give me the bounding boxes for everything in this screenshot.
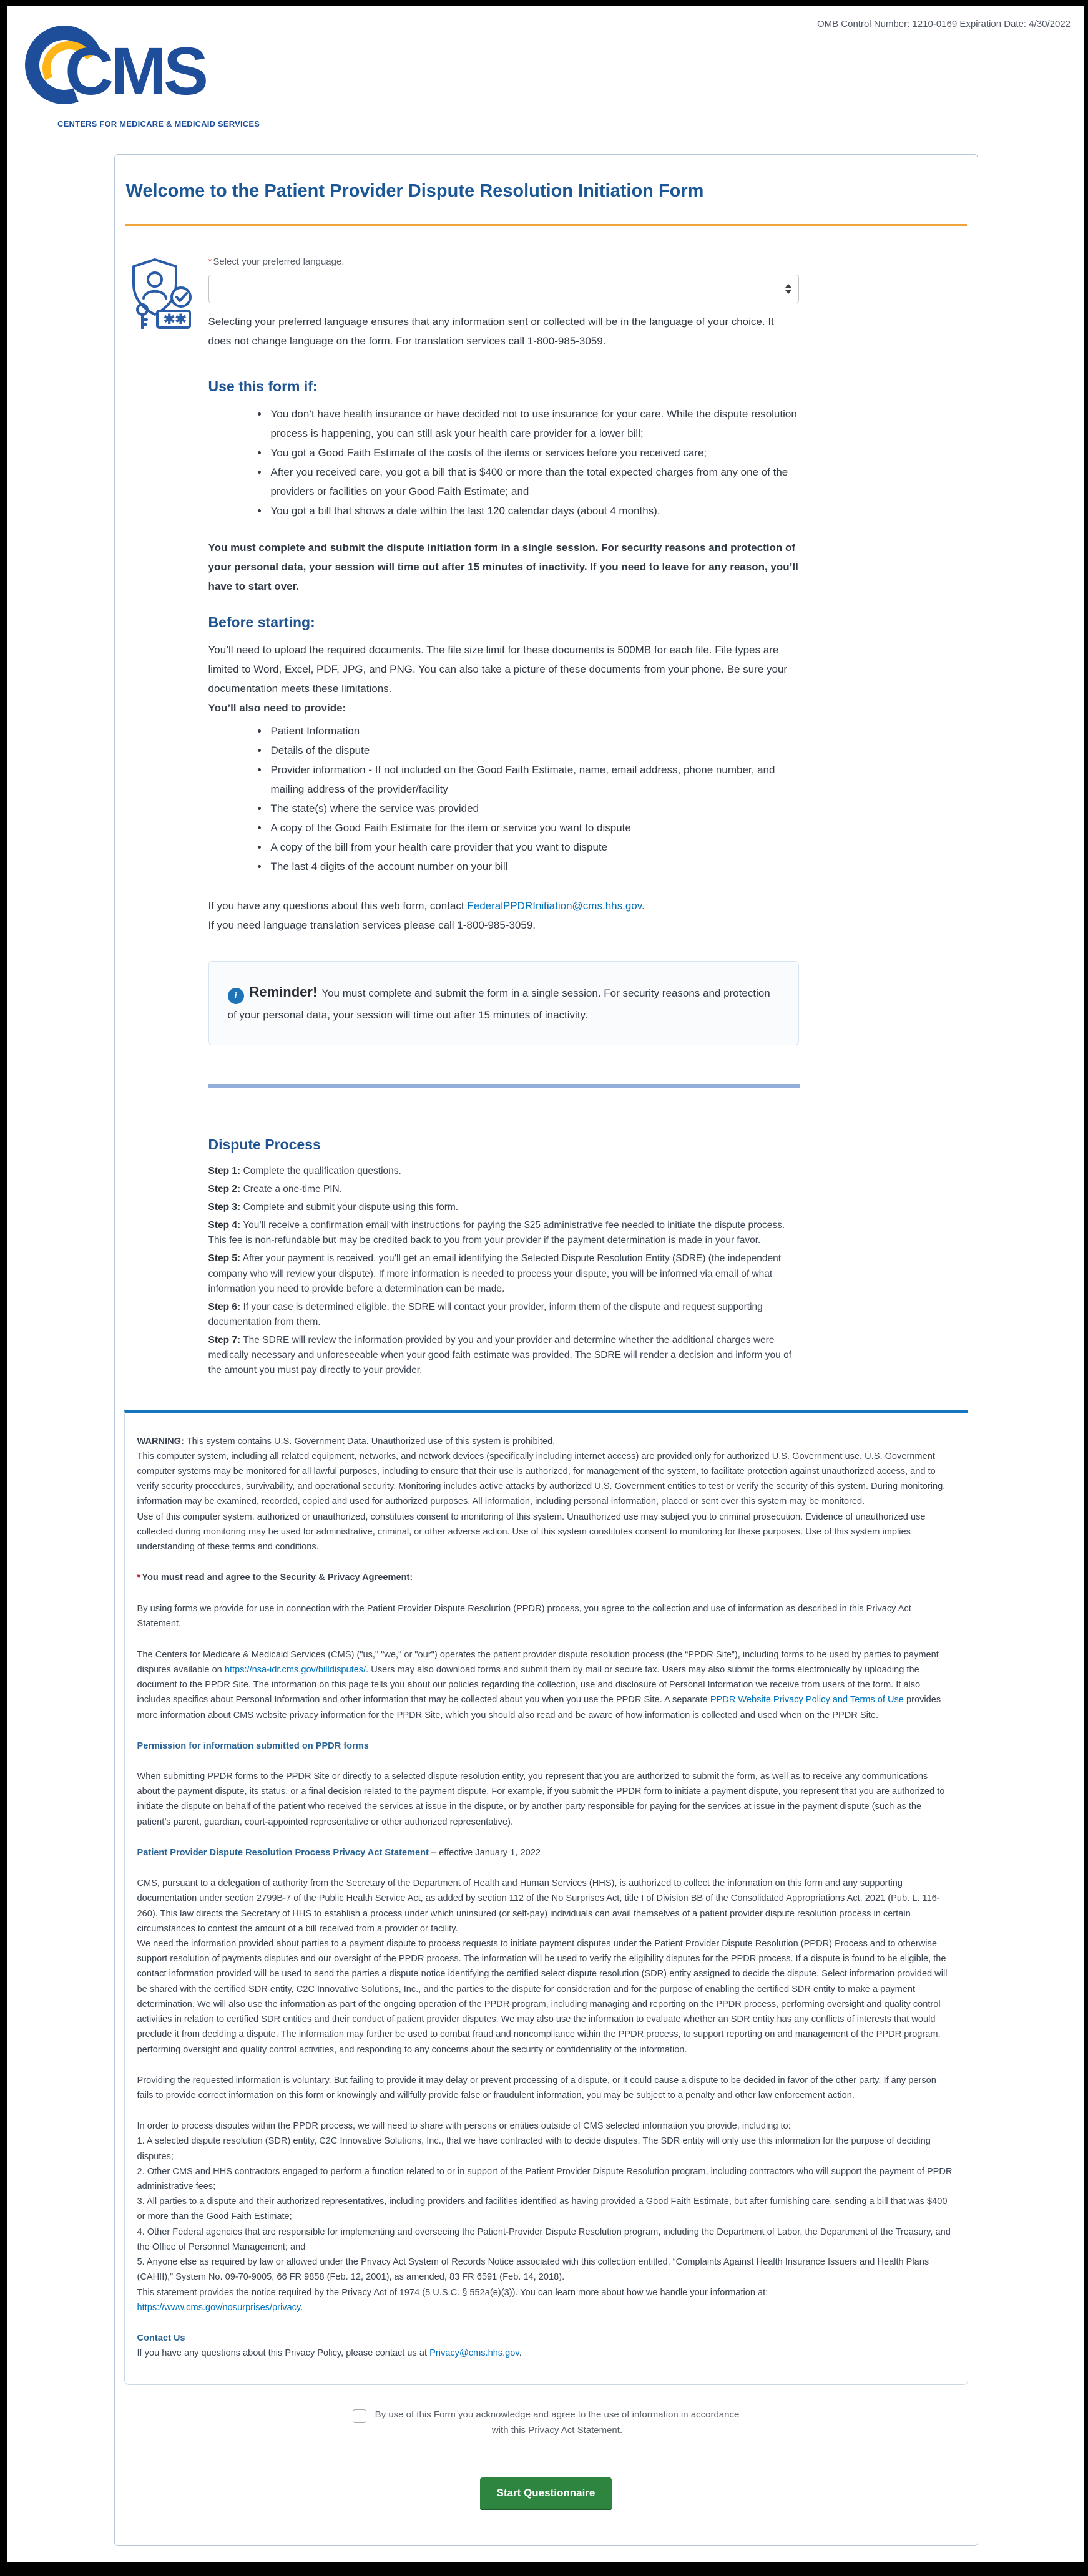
reminder-callout	[208, 961, 799, 1045]
contact-email-link[interactable]: FederalPPDRInitiation@cms.hhs.gov	[467, 899, 642, 912]
monitoring-text: This computer system, including all related equipment, networks, and network devices (specifically including internet access) are provided only for authorized U.S. Government use. U.S. Government computer systems may be monitored for all lawful purposes, including to ensure that their use is authorized, for management of the system, to facilitate protection against unauthorized access, and to verify security procedures, survivability, and operational security. Monitoring includes active attacks by authorized U.S. Government entities to test or verify the security of this system. During monitoring, information may be examined, recorded, copied and used for authorized purposes. All information, including personal information, placed or sent over this system may be monitored.	[137, 1451, 946, 1507]
privacy-intro-text: By using forms we provide for use in connection with the Patient Provider Dispute Resolution (PPDR) process, you agree to the collection and use of information as described in this Privacy Act Statement.	[137, 1604, 911, 1629]
before-starting-heading: Before starting:	[208, 614, 315, 631]
list-item: • A copy of the bill from your health care provider that you want to dispute	[268, 838, 799, 857]
sharing-item: 4. Other Federal agencies that are responsible for implementing and overseeing the Patient-Provider Dispute Resolution program, including the Department of Labor, the Department of the Treasury, and the Office of Personnel Management; and	[137, 2227, 951, 2252]
dispute-step: Step 4: You’ll receive a confirmation email with instructions for paying the $25 administrative fee needed to initiate the dispute process. This fee is non-refundable but may be credited back to you from your provider if the payment determination is made in your favor.	[208, 1220, 785, 1246]
ppdr-site-text: The Centers for Medicare & Medicaid Services (CMS) ("us," "we," or "our") operates the patient provider dispute resolution process (the “PPDR Site”), including forms to be used by parties to payment disputes available on https://nsa-idr.cms.gov/billdisputes/. Users may also download forms and submit them by mail or secure fax. Users may also submit the forms electronically by uploading the document to the PPDR Site. The information on this page tells you about our policies regarding the collection, use and disclosure of Personal Information we receive from users of the form. It also includes specifics about Personal Information and other information that may be collected about you when you use the PPDR Site. A separate PPDR Website Privacy Policy and Terms of Use provides more information about CMS website privacy information for the PPDR Site, which you should also read and be aware of how information is collected and used when on the PPDR Site.	[137, 1649, 941, 1720]
dispute-steps	[208, 1164, 799, 1377]
dispute-process-heading: Dispute Process	[208, 1136, 321, 1153]
dispute-step: Step 5: After your payment is received, you’ll get an email identifying the Selected Dispute Resolution Entity (SDRE) (the independent company who will review your dispute). If more information is needed to process your dispute, you will be informed via email of what information you need to provide before a determination can be made.	[208, 1253, 782, 1294]
dispute-step: Step 6: If your case is determined eligible, the SDRE will contact your provider, inform them of the dispute and request supporting documentation from them.	[208, 1301, 763, 1327]
sharing-item: 1. A selected dispute resolution (SDR) entity, C2C Innovative Solutions, Inc., that we have contracted with to decide disputes. The SDR entity will only use this information for the purpose of deciding disputes;	[137, 2136, 931, 2162]
list-item: • The last 4 digits of the account number on your bill	[268, 857, 799, 877]
agreement-text: By use of this Form you acknowledge and agree to the use of information in accordance with this Privacy Act Statement.	[375, 2409, 740, 2436]
nosurprises-privacy-link[interactable]: https://www.cms.gov/nosurprises/privacy	[137, 2302, 301, 2313]
privacy-policy-terms-link[interactable]: PPDR Website Privacy Policy and Terms of Use	[710, 1695, 904, 1705]
cms-logo-acronym: CMS	[65, 33, 205, 109]
cms-logo	[21, 21, 258, 144]
svg-text:✱✱: ✱✱	[163, 311, 187, 327]
questions-contact-text: If you have any questions about this web form, contact FederalPPDRInitiation@cms.hhs.gov.	[208, 899, 645, 912]
privacy-warning-box	[124, 1410, 968, 2386]
language-help-text: Selecting your preferred language ensures that any information sent or collected will be in the language of your choice. It does not change language on the form. For translation services call 1-800-985-3059.	[208, 316, 774, 348]
sharing-item: 5. Anyone else as required by law or allowed under the Privacy Act System of Records Notice associated with this collection entitled, “Complaints Against Health Insurance Issuers and Health Plans (CAHII),” System No. 09-70-9005, 66 FR 9858 (Feb. 12, 2001), as amended, 83 FR 6591 (Feb. 14, 2018).	[137, 2257, 929, 2283]
upload-requirements-text: You’ll need to upload the required documents. The file size limit for these documents is 500MB for each file. File types are limited to Word, Excel, PDF, JPG, and PNG. You can also take a picture of these documents from your phone. Be sure your documentation meets these limitations.	[208, 644, 788, 695]
sharing-item: 3. All parties to a dispute and their authorized representatives, including providers and facilities identified as having provided a Good Faith Estimate, but after furnishing care, sending a bill that was $400 or more than the Good Faith Estimate;	[137, 2197, 948, 2222]
information-use-text: We need the information provided about parties to a payment dispute to process requests to initiate payment disputes under the Patient Provider Dispute Resolution (PPDR) Process and to otherwise support resolution of payments disputes and our oversight of the PPDR process. The information will be used to verify the eligibility disputes for the PPDR process. If a dispute is found to be eligible, the contact information provided will be used to send the parties a dispute notice identifying the certified select dispute resolution (SDR) entity assigned to decide the dispute. Select information provided will be shared with the certified SDR entity, C2C Innovative Solutions, Inc., and the parties to the dispute for consideration and for the purpose of enabling the certified SDR entity to make a payment determination. We will also use the information as part of the ongoing operation of the PPDR program, including managing and reporting on the PPDR process, performing oversight and quality control activities in relation to certified SDR entities and their conduct of patient provider disputes. We may also use the information to evaluate whether an SDR entity has any conflicts of interests that would preclude it from deciding a dispute. The information may further be used to combat fraud and noncompliance within the PPDR process, to support reporting on and management of the PPDR program, performing oversight and quality control activities, and responding to any concerns about the security or confidentiality of the information.	[137, 1938, 948, 2055]
security-shield-icon	[130, 256, 195, 339]
authority-text: CMS, pursuant to a delegation of authority from the Secretary of the Department of Health and Human Services (HHS), is authorized to collect the information on this form and any supporting documentation under section 2799B-7 of the Public Health Service Act, as added by section 112 of the No Surprises Act, title I of Division BB of the Consolidated Appropriations Act, 2021 (Pub. L. 116-260). This law directs the Secretary of HHS to establish a process under which uninsured (or self-pay) individuals can avail themselves of a patient provider dispute resolution process in certain circumstances to contest the amount of a bill received from a provider or facility.	[137, 1878, 940, 1934]
list-item: • You got a bill that shows a date within the last 120 calendar days (about 4 months).	[268, 502, 799, 521]
language-select[interactable]	[208, 275, 799, 303]
voluntary-text: Providing the requested information is voluntary. But failing to provide it may delay or prevent processing of a dispute, or it could cause a dispute to be decided in favor of the other party. If any person fails to provide correct information on this form or knowingly and willfully provide false or fraudulent information, you may be subject to a penalty and other law enforcement action.	[137, 2075, 936, 2100]
privacy-agreement-checkbox[interactable]	[353, 2409, 366, 2423]
reminder-text: You must complete and submit the form in a single session. For security reasons and protection of your personal data, your session will time out after 15 minutes of inactivity.	[227, 987, 770, 1022]
list-item: • The state(s) where the service was provided	[268, 799, 799, 819]
cms-logo-tagline: CENTERS FOR MEDICARE & MEDICAID SERVICES	[57, 119, 260, 129]
dispute-step: Step 1: Complete the qualification questions.	[208, 1166, 401, 1177]
dispute-step: Step 3: Complete and submit your dispute using this form.	[208, 1202, 459, 1213]
session-warning-text: You must complete and submit the dispute initiation form in a single session. For security reasons and protection of your personal data, your session will time out after 15 minutes of inactivity. If you need to leave for any reason, you’ll have to start over.	[208, 541, 798, 592]
page-title: Welcome to the Patient Provider Dispute Resolution Initiation Form	[125, 181, 704, 201]
privacy-act-heading: Patient Provider Dispute Resolution Process Privacy Act Statement – effective January 1, 2022	[137, 1847, 541, 1858]
list-item: • After you received care, you got a bill that is $400 or more than the total expected charges from any one of the providers or facilities on your Good Faith Estimate; and	[268, 463, 799, 502]
list-item: • Provider information - If not included on the Good Faith Estimate, name, email address, phone number, and mailing address of the provider/facility	[268, 761, 799, 799]
language-label: * Select your preferred language.	[208, 256, 345, 267]
list-item: • Details of the dispute	[268, 741, 799, 761]
list-item: • You got a Good Faith Estimate of the costs of the items or services before you received care;	[268, 444, 799, 463]
start-questionnaire-button[interactable]: Start Questionnaire	[480, 2477, 612, 2510]
consent-text: Use of this computer system, authorized or unauthorized, constitutes consent to monitoring of this system. Unauthorized use may subject you to criminal prosecution. Evidence of unauthorized use collected during monitoring may be used for administrative, criminal, or other adverse action. Use of this system constitutes consent to monitoring for these purposes. Use of this system implies understanding of these terms and conditions.	[137, 1511, 926, 1553]
page	[7, 6, 1084, 2562]
agreement-requirement-text: * You must read and agree to the Security & Privacy Agreement:	[137, 1572, 413, 1583]
permission-text: When submitting PPDR forms to the PPDR Site or directly to a selected dispute resolution entity, you represent that you are authorized to submit the form, as well as to receive any communications about the payment dispute, its status, or a final decision related to the payment dispute. For example, if you submit the PPDR form to initiate a payment dispute, you represent that you are authorized to initiate the dispute on behalf of the patient who received the services at issue in the dispute, or by another party responsible for paying for the services at issue in the payment dispute (such as the patient’s parent, guardian, court-appointed representative or other authorized representative).	[137, 1772, 945, 1827]
provide-list	[208, 722, 799, 877]
dispute-step: Step 2: Create a one-time PIN.	[208, 1184, 343, 1195]
required-asterisk: *	[208, 256, 212, 267]
list-item: • A copy of the Good Faith Estimate for the item or service you want to dispute	[268, 819, 799, 838]
info-icon: i	[228, 988, 244, 1004]
billdisputes-link[interactable]: https://nsa-idr.cms.gov/billdisputes/	[224, 1664, 366, 1675]
privacy-act-notice-text: This statement provides the notice required by the Privacy Act of 1974 (5 U.S.C. § 552a(e)(3)). You can learn more about how we handle your information at: https://www.cms.gov/nosurprises/privacy.	[137, 2287, 768, 2313]
sharing-item: 2. Other CMS and HHS contractors engaged to perform a function related to or in support of the Patient Provider Dispute Resolution program, including contractors who will support the payment of PPDR administrative fees;	[137, 2166, 953, 2192]
translation-text: If you need language translation services please call 1-800-985-3059.	[208, 919, 536, 931]
privacy-email-link[interactable]: Privacy@cms.hhs.gov	[429, 2348, 519, 2359]
list-item: • Patient Information	[268, 722, 799, 741]
dispute-step: Step 7: The SDRE will review the information provided by you and your provider and determine whether the additional charges were medically necessary and unforeseeable when your good faith estimate was provided. The SDRE will render a decision and inform you of the amount you must pay directly to your provider.	[208, 1334, 792, 1375]
provide-label: You’ll also need to provide:	[208, 702, 346, 715]
list-item: • You don’t have health insurance or have decided not to use insurance for your care. While the dispute resolution process is happening, you can still ask your health care provider for a lower bill;	[268, 405, 799, 444]
agreement-row	[115, 2408, 978, 2439]
blue-divider	[208, 1084, 800, 1088]
gold-divider	[125, 224, 967, 226]
contact-us-heading: Contact Us	[137, 2333, 185, 2343]
omb-control-text: OMB Control Number: 1210-0169 Expiration Date: 4/30/2022	[816, 19, 1071, 29]
contact-us-text: If you have any questions about this Privacy Policy, please contact us at Privacy@cms.hhs.gov.	[137, 2348, 522, 2359]
sharing-intro-text: In order to process disputes within the PPDR process, we will need to share with persons or entities outside of CMS selected information you provide, including to:	[137, 2121, 791, 2132]
select-spinner-icon[interactable]	[785, 284, 791, 294]
warning-text: WARNING: This system contains U.S. Government Data. Unauthorized use of this system is prohibited.	[137, 1436, 556, 1447]
use-form-heading: Use this form if:	[208, 378, 318, 395]
language-section	[163, 253, 799, 351]
reminder-title: Reminder!	[249, 984, 318, 1000]
form-card	[114, 154, 978, 2546]
use-form-list	[208, 405, 799, 521]
permission-heading: Permission for information submitted on PPDR forms	[137, 1740, 369, 1751]
